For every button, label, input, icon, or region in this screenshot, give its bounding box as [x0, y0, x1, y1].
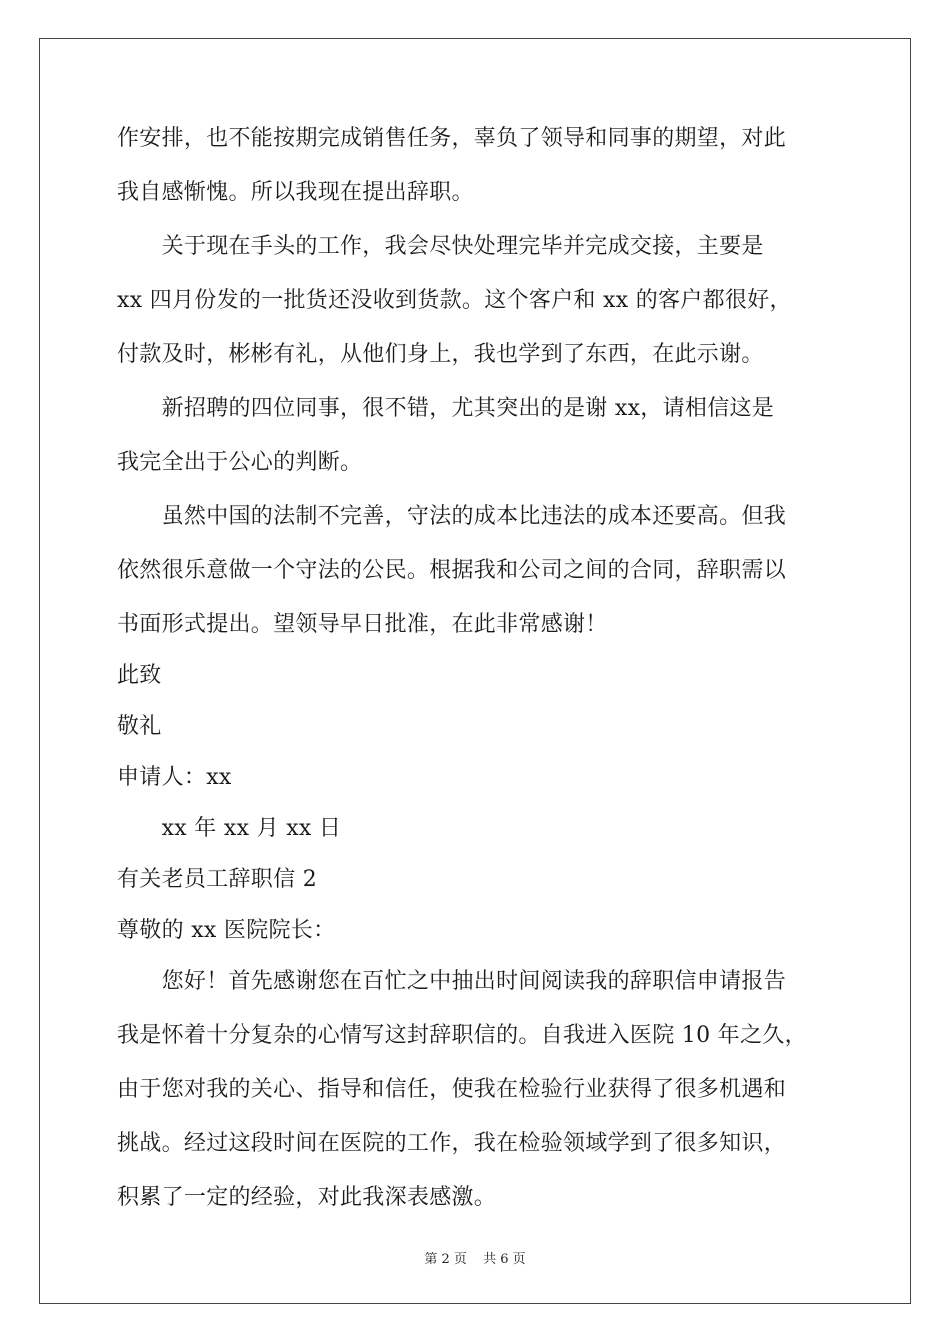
paragraph-start: 新招聘的四位同事，很不错，尤其突出的是谢 xx，请相信这是 — [117, 396, 775, 421]
paragraph-start: 关于现在手头的工作，我会尽快处理完毕并完成交接，主要是 — [117, 234, 764, 259]
page-footer — [0, 1248, 950, 1267]
text-line: 挑战。经过这段时间在医院的工作，我在检验领域学到了很多知识， — [117, 1131, 787, 1156]
paragraph-start: 虽然中国的法制不完善，守法的成本比违法的成本还要高。但我 — [117, 504, 787, 529]
text-line: 由于您对我的关心、指导和信任，使我在检验行业获得了很多机遇和 — [117, 1077, 787, 1102]
page-number: 第 2 页 — [424, 1252, 467, 1267]
signature-date: xx 年 xx 月 xx 日 — [117, 816, 342, 841]
section-title: 有关老员工辞职信 2 — [117, 867, 317, 892]
closing-salutation: 此致 — [117, 663, 162, 688]
text-line: 我自感惭愧。所以我现在提出辞职。 — [117, 180, 474, 205]
text-line: 付款及时，彬彬有礼，从他们身上，我也学到了东西，在此示谢。 — [117, 342, 764, 367]
text-line: 我完全出于公心的判断。 — [117, 450, 363, 475]
text-line: 我是怀着十分复杂的心情写这封辞职信的。自我进入医院 10 年之久， — [117, 1023, 807, 1048]
closing-regards: 敬礼 — [117, 714, 162, 739]
text-line: 依然很乐意做一个守法的公民。根据我和公司之间的合同，辞职需以 — [117, 558, 787, 583]
text-line: 作安排，也不能按期完成销售任务，辜负了领导和同事的期望，对此 — [117, 126, 787, 151]
document-body — [117, 124, 847, 1213]
page-total: 共 6 页 — [483, 1252, 526, 1267]
text-line: 书面形式提出。望领导早日批准，在此非常感谢！ — [117, 612, 608, 637]
text-line: xx 四月份发的一批货还没收到货款。这个客户和 xx 的客户都很好， — [117, 288, 792, 313]
letter-greeting: 尊敬的 xx 医院院长： — [117, 918, 336, 943]
paragraph-start: 您好！首先感谢您在百忙之中抽出时间阅读我的辞职信申请报告 — [117, 969, 787, 994]
text-line: 积累了一定的经验，对此我深表感激。 — [117, 1185, 497, 1210]
applicant-signature: 申请人：xx — [117, 765, 232, 790]
